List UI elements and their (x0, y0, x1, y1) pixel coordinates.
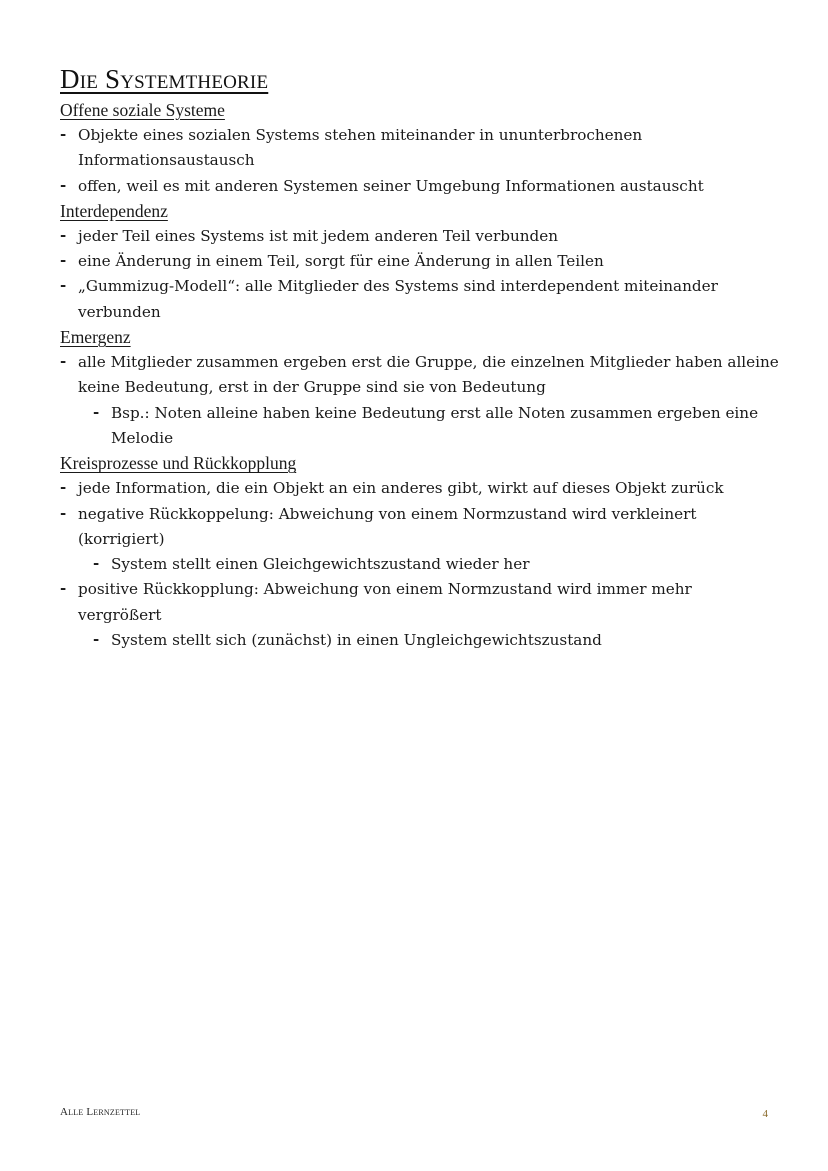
document-content (60, 98, 780, 653)
bullet-list (60, 476, 780, 653)
list-item-text: System stellt sich (zunächst) in einen Ungleichgewichtszustand (111, 631, 602, 650)
list-item (60, 476, 780, 501)
dash-bullet-icon: - (60, 225, 67, 244)
sub-list-item (93, 401, 780, 452)
page-title: Die Systemtheorie (60, 64, 269, 94)
dash-bullet-icon: - (60, 251, 67, 270)
list-item (60, 249, 780, 274)
list-item-text: „Gummizug-Modell“: alle Mitglieder des Systems sind interdependent miteinander verbunden (78, 277, 718, 321)
list-item (60, 123, 780, 174)
section-heading: Interdependenz (60, 200, 168, 221)
list-item-text: Objekte eines sozialen Systems stehen miteinander in ununterbrochenen Informationsaustausch (78, 126, 643, 170)
page-number: 4 (762, 1108, 768, 1120)
list-item-text: negative Rückkoppelung: Abweichung von einem Normzustand wird verkleinert (korrigiert) (78, 504, 697, 548)
list-item (60, 502, 780, 553)
section-heading: Offene soziale Systeme (60, 100, 225, 120)
dash-bullet-icon: - (93, 630, 100, 649)
bullet-list (60, 350, 780, 451)
bullet-list (60, 224, 780, 325)
dash-bullet-icon: - (93, 402, 100, 421)
list-item-text: Bsp.: Noten alleine haben keine Bedeutung erst alle Noten zusammen ergeben eine Melodie (111, 403, 759, 447)
list-item-text: positive Rückkopplung: Abweichung von einem Normzustand wird immer mehr vergrößert (78, 580, 692, 624)
list-item-text: eine Änderung in einem Teil, sorgt für eine Änderung in allen Teilen (78, 252, 604, 271)
dash-bullet-icon: - (93, 554, 100, 573)
dash-bullet-icon: - (60, 175, 67, 194)
dash-bullet-icon: - (60, 352, 67, 371)
footer-label: Alle Lernzettel (60, 1106, 141, 1118)
dash-bullet-icon: - (60, 503, 67, 522)
section-heading: Emergenz (60, 327, 131, 348)
list-item-text: System stellt einen Gleichgewichtszustand wieder her (111, 555, 530, 574)
list-item (60, 274, 780, 325)
section-heading: Kreisprozesse und Rückkopplung (60, 453, 297, 474)
dash-bullet-icon: - (60, 276, 67, 295)
dash-bullet-icon: - (60, 125, 67, 143)
list-item-text: offen, weil es mit anderen Systemen seiner Umgebung Informationen austauscht (78, 176, 704, 195)
list-item-text: jeder Teil eines Systems ist mit jedem anderen Teil verbunden (78, 226, 558, 245)
sub-list-item (93, 628, 780, 653)
list-item-text: jede Information, die ein Objekt an ein anderes gibt, wirkt auf dieses Objekt zurück (78, 479, 724, 498)
list-item (60, 577, 780, 628)
list-item-text: alle Mitglieder zusammen ergeben erst die Gruppe, die einzelnen Mitglieder haben alleine keine Bedeutung, erst in der Gruppe sind sie von Bedeutung (78, 353, 779, 397)
list-item (60, 174, 780, 199)
bullet-list (60, 123, 780, 199)
sub-list-item (93, 552, 780, 577)
dash-bullet-icon: - (60, 478, 67, 497)
list-item (60, 224, 780, 249)
list-item (60, 350, 780, 401)
dash-bullet-icon: - (60, 579, 67, 598)
